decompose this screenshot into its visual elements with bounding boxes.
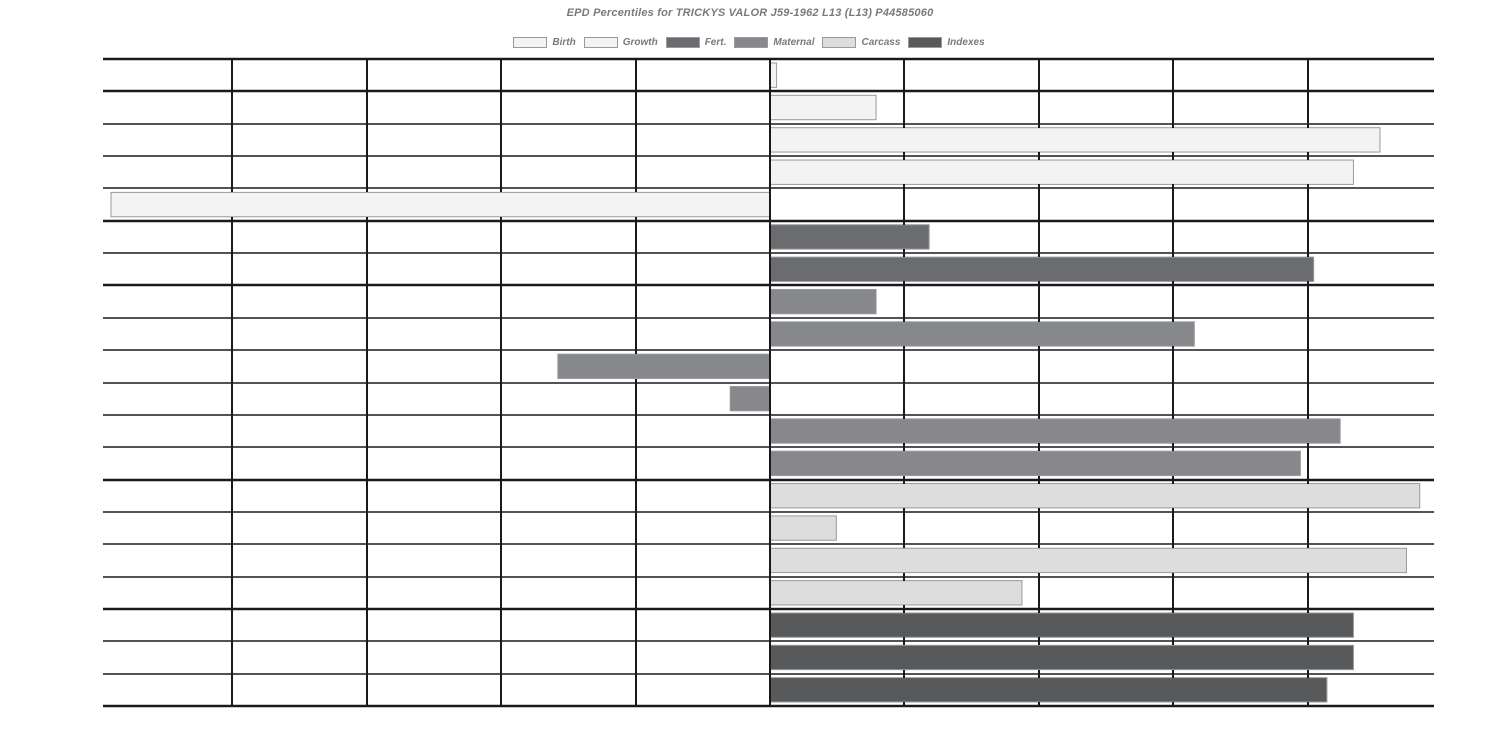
legend-label-maternal: Maternal [773, 37, 815, 48]
bar-carcass-14 [770, 516, 836, 540]
bar-carcass-13 [770, 484, 1420, 508]
legend-label-carcass: Carcass [861, 37, 901, 48]
bar-growth-4 [111, 192, 770, 216]
bar-fert-6 [770, 257, 1314, 281]
bar-maternal-11 [770, 419, 1340, 443]
bar-growth-1 [770, 95, 876, 119]
legend-label-birth: Birth [552, 37, 576, 48]
legend-label-fert: Fert. [704, 37, 727, 48]
legend-label-growth: Growth [622, 37, 658, 48]
bar-maternal-8 [770, 322, 1194, 346]
bar-carcass-15 [770, 548, 1406, 572]
bar-indexes-19 [770, 678, 1327, 702]
bar-growth-3 [770, 160, 1353, 184]
legend-label-indexes: Indexes [947, 37, 985, 48]
bar-maternal-7 [770, 289, 876, 313]
bar-maternal-9 [558, 354, 770, 378]
bar-maternal-10 [730, 387, 770, 411]
bar-maternal-12 [770, 451, 1300, 475]
bar-indexes-18 [770, 645, 1353, 669]
bar-fert-5 [770, 225, 929, 249]
chart-title: EPD Percentiles for TRICKYS VALOR J59-1962 L13 (L13) P44585060 [566, 7, 934, 19]
bar-indexes-17 [770, 613, 1353, 637]
bar-carcass-16 [770, 581, 1022, 605]
bar-growth-2 [770, 128, 1380, 152]
